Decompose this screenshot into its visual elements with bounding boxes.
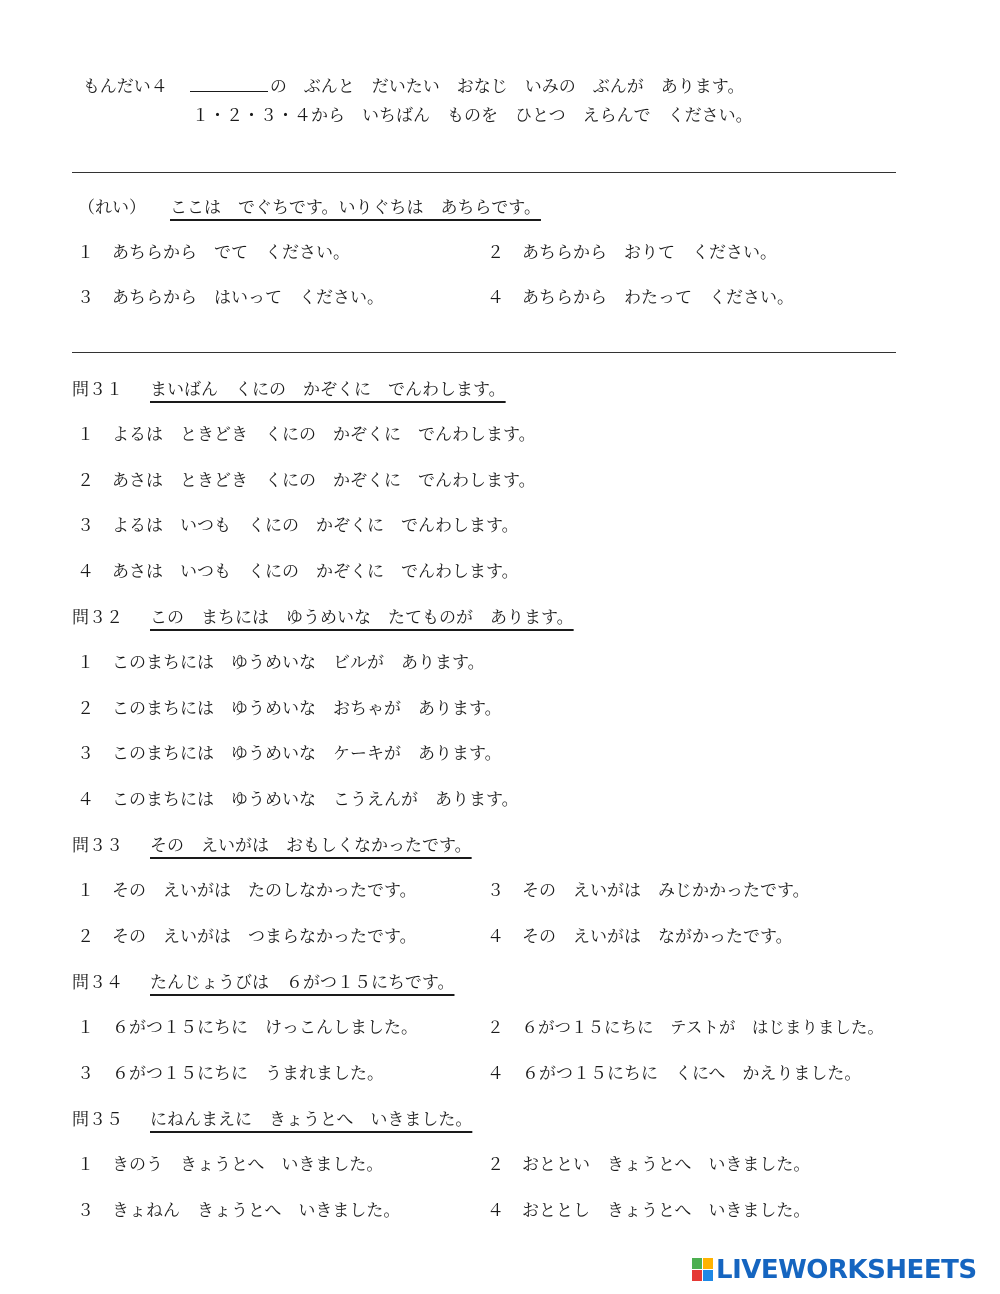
option-text: このまちには ゆうめいな こうえんが あります。 [112,790,519,810]
option-text: このまちには ゆうめいな おちゃが あります。 [112,699,502,719]
option-text: あちらから わたって ください。 [522,288,794,308]
option-number: ２ [77,927,94,947]
option-number: ４ [77,562,94,582]
example-label: （れい） [78,198,146,218]
question-35-option-2 [487,1157,810,1174]
option-text: きょねん きょうとへ いきました。 [112,1201,401,1221]
question-33-sentence: その えいがは おもしくなかったです。 [150,836,472,856]
option-text: あさは いつも くにの かぞくに でんわします。 [112,562,519,582]
option-number: １ [77,1018,94,1038]
liveworksheets-badge-icon [692,1258,714,1282]
question-34-option-4 [487,1066,861,1083]
question-32-option-1 [77,655,485,672]
option-number: １ [77,425,94,445]
question-33-option-3 [487,883,810,900]
question-34-option-1 [77,1020,418,1037]
divider-top [72,172,896,173]
question-35-option-4 [487,1203,810,1220]
question-32-option-3 [77,746,502,763]
option-number: １ [77,1155,94,1175]
option-text: ６がつ１５にちに うまれました。 [112,1064,384,1084]
option-number: ３ [77,1064,94,1084]
option-text: このまちには ゆうめいな ケーキが あります。 [112,744,502,764]
question-33-label: 問３３ [72,836,123,856]
option-text: きのう きょうとへ いきました。 [112,1155,384,1175]
blank-line [190,90,268,92]
example-option-4 [487,290,794,307]
option-number: ３ [487,881,504,901]
option-text: このまちには ゆうめいな ビルが あります。 [112,653,485,673]
question-32-option-2 [77,701,502,718]
option-text: あちらから はいって ください。 [112,288,384,308]
option-text: ６がつ１５にちに くにへ かえりました。 [522,1064,862,1084]
example-option-1 [77,245,350,262]
option-text: おととい きょうとへ いきました。 [522,1155,811,1175]
question-33-option-2 [77,929,417,946]
option-number: ３ [77,744,94,764]
option-text: その えいがは つまらなかったです。 [112,927,417,947]
option-number: ２ [77,471,94,491]
liveworksheets-wordmark: LIVEWORKSHEETS [716,1255,977,1285]
option-number: ４ [487,288,504,308]
option-text: あちらから おりて ください。 [522,243,777,263]
option-text: よるは いつも くにの かぞくに でんわします。 [112,516,519,536]
option-number: ３ [77,1201,94,1221]
question-34-option-2 [487,1020,884,1037]
option-text: よるは ときどき くにの かぞくに でんわします。 [112,425,536,445]
question-35-option-3 [77,1203,400,1220]
question-32-label: 問３２ [72,608,123,628]
option-text: その えいがは ながかったです。 [522,927,793,947]
question-31-option-1 [77,427,536,444]
instruction-text: の ぶんと だいたい おなじ いみの ぶんが あります。 [269,77,745,97]
option-number: １ [77,653,94,673]
option-number: ２ [77,699,94,719]
option-number: ４ [77,790,94,810]
option-text: その えいがは みじかかったです。 [522,881,810,901]
option-number: ４ [487,1064,504,1084]
option-text: あちらから でて ください。 [112,243,350,263]
question-34-sentence: たんじょうびは ６がつ１５にちです。 [150,973,455,993]
question-31-option-4 [77,564,519,581]
question-32-sentence: この まちには ゆうめいな たてものが あります。 [150,608,574,628]
instruction-line-2: １・２・３・４から いちばん ものを ひとつ えらんで ください。 [192,106,753,126]
option-number: ３ [77,516,94,536]
question-35-label: 問３５ [72,1110,123,1130]
option-text: あさは ときどき くにの かぞくに でんわします。 [112,471,536,491]
question-31-label: 問３１ [72,380,123,400]
divider-bottom [72,352,896,353]
example-option-2 [487,245,777,262]
question-35-option-1 [77,1157,383,1174]
question-34-label: 問３４ [72,973,123,993]
option-text: ６がつ１５にちに けっこんしました。 [112,1018,418,1038]
option-number: ２ [487,243,504,263]
question-32-option-4 [77,792,519,809]
option-number: ２ [487,1155,504,1175]
question-31-sentence: まいばん くにの かぞくに でんわします。 [150,380,506,400]
question-33-option-1 [77,883,417,900]
problem-number: もんだい４ [82,77,168,97]
liveworksheets-logo[interactable] [692,1255,988,1285]
example-sentence: ここは でぐちです。いりぐちは あちらです。 [170,198,541,218]
option-number: １ [77,881,94,901]
option-number: ４ [487,927,504,947]
option-number: ３ [77,288,94,308]
question-35-sentence: にねんまえに きょうとへ いきました。 [150,1110,473,1130]
option-number: ２ [487,1018,504,1037]
question-34-option-3 [77,1066,384,1083]
option-number: １ [77,243,94,263]
option-text: その えいがは たのしなかったです。 [112,881,417,901]
question-31-option-2 [77,473,536,490]
option-text: ６がつ１５にちに テストが はじまりました。 [521,1018,884,1037]
problem-label [72,62,744,96]
option-number: ４ [487,1201,504,1221]
option-text: おととし きょうとへ いきました。 [522,1201,811,1221]
question-31-option-3 [77,518,519,535]
question-33-option-4 [487,929,793,946]
example-option-3 [77,290,384,307]
